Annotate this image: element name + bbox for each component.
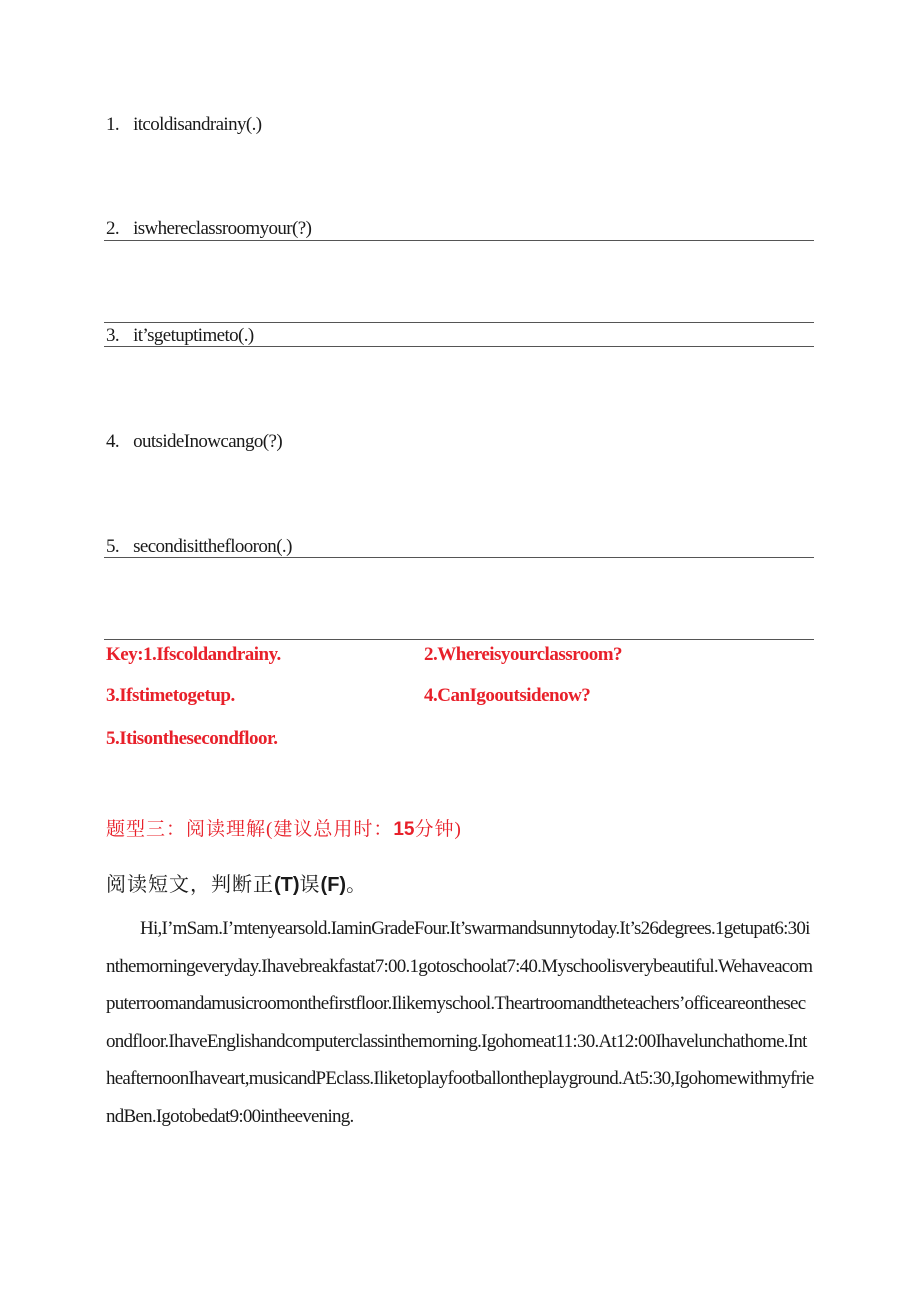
answer-line-1[interactable]	[104, 240, 814, 241]
question-text: secondisittheflooron(.)	[133, 536, 292, 557]
false-mark: (F)	[320, 874, 347, 896]
answer-key-1: Key:1.Ifscoldandrainy.	[106, 644, 281, 665]
question-2	[106, 218, 311, 240]
question-text: it’sgetuptimeto(.)	[133, 325, 254, 346]
question-text: itcoldisandrainy(.)	[133, 114, 262, 135]
section-minutes: 15	[393, 819, 415, 840]
question-number: 3.	[106, 325, 120, 346]
question-text: iswhereclassroomyour(?)	[133, 218, 312, 239]
instruction-text-after: 。	[346, 874, 368, 896]
instruction	[106, 868, 367, 897]
answer-line-5[interactable]	[104, 639, 814, 640]
reading-passage: Hi,I’mSam.I’mtenyearsold.IaminGradeFour.It’swarmandsunnytoday.It’s26degrees.1getupat6:30inthemorningeveryday.Ihavebreakfastat7:00.1gotoschoolat7:40.Myschoolisverybeautiful.Wehaveacomputerroomandamusicroomonthefirstfloor.Ilikemyschool.Theartroomandtheteachers’officeareonthesecondfloor.IhaveEnglishandcomputerclassinthemorning.Igohomeat11:30.At12:00Ihavelunchathome.IntheafternoonIhaveart,musicandPEclass.Iliketoplayfootballontheplayground.At5:30,IgohomewithmyfriendBen.Igotobedat9:00intheevening.	[106, 918, 814, 1127]
question-3	[106, 325, 254, 347]
answer-key-3: 3.Ifstimetogetup.	[106, 685, 235, 706]
answer-key-5: 5.Itisonthesecondfloor.	[106, 728, 278, 749]
question-number: 2.	[106, 218, 120, 239]
question-number: 1.	[106, 114, 120, 135]
answer-key-4: 4.CanIgooutsidenow?	[424, 685, 591, 706]
section-heading	[106, 814, 462, 841]
instruction-middle: 误	[299, 874, 321, 896]
answer-key-2: 2.Whereisyourclassroom?	[424, 644, 623, 665]
question-text: outsideInowcango(?)	[133, 431, 283, 452]
question-1	[106, 114, 261, 136]
answer-line-2[interactable]	[104, 322, 814, 323]
question-number: 4.	[106, 431, 120, 452]
instruction-text-before: 阅读短文，判断正	[106, 874, 274, 896]
section-title-before: 题型三：阅读理解(建议总用时：	[106, 819, 394, 840]
section-title-after: 分钟)	[414, 819, 462, 840]
question-5	[106, 536, 292, 558]
true-mark: (T)	[274, 874, 300, 896]
question-4	[106, 431, 282, 453]
question-number: 5.	[106, 536, 120, 557]
